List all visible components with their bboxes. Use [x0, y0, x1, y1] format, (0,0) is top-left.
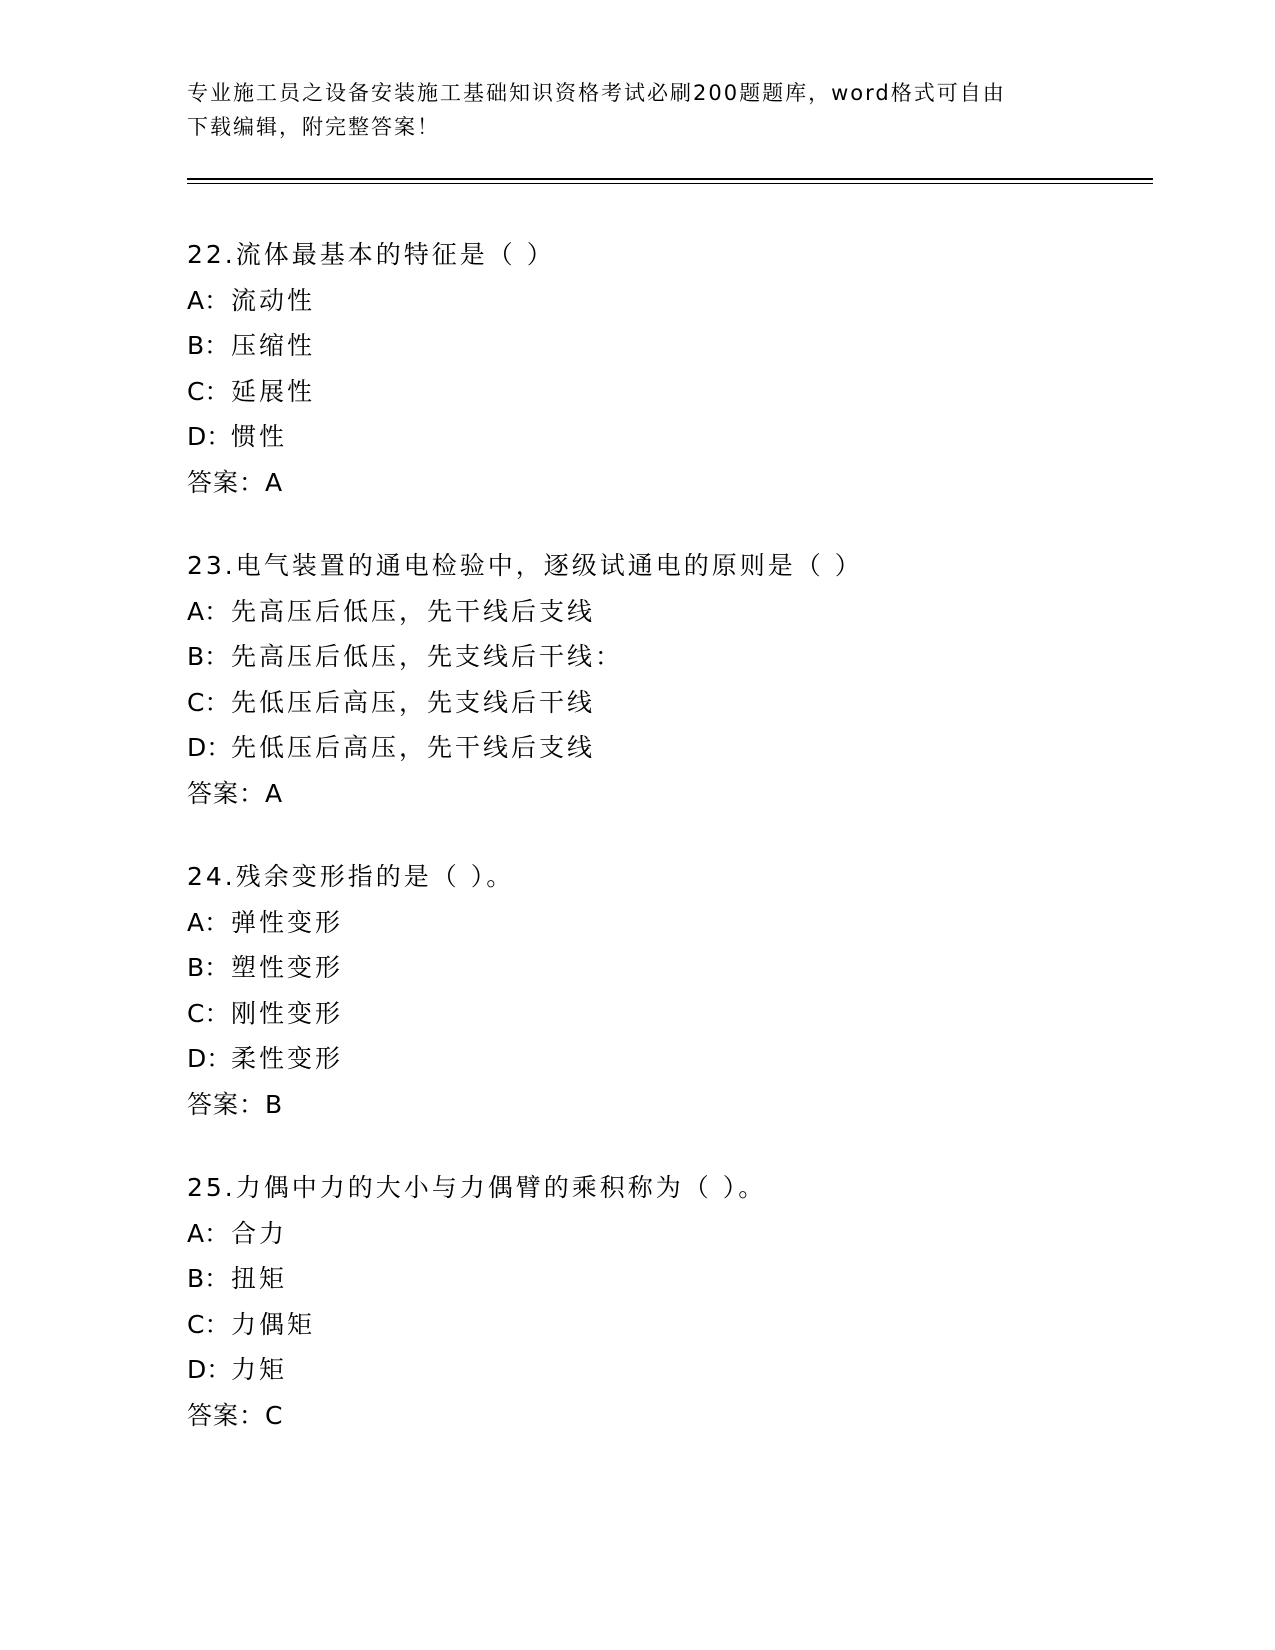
option-c	[187, 369, 1147, 415]
option-key: A：	[187, 907, 230, 937]
option-key: D：	[187, 733, 232, 762]
header-line-1: 专业施工员之设备安装施工基础知识资格考试必刷200题题库，word格式可自由	[187, 81, 1006, 105]
option-text: 先高压后低压，先支线后干线：	[231, 642, 624, 671]
option-text: 塑性变形	[231, 953, 344, 982]
option-key: D：	[187, 1044, 232, 1073]
option-a	[187, 900, 1147, 946]
question-stem: 23.电气装置的通电检验中，逐级试通电的原则是（ ）	[187, 551, 863, 580]
option-key: B：	[187, 953, 230, 982]
option-b	[187, 1256, 1147, 1302]
option-key: C：	[187, 687, 230, 717]
header-divider-thin	[187, 183, 1153, 184]
option-text: 力偶矩	[231, 1309, 316, 1339]
option-b	[187, 634, 1147, 680]
question-25	[187, 1165, 1147, 1438]
option-text: 先低压后高压，先支线后干线	[231, 687, 596, 717]
option-text: 先高压后低压，先干线后支线	[231, 596, 596, 626]
option-key: B：	[187, 331, 230, 360]
option-b	[187, 945, 1147, 991]
option-c	[187, 991, 1147, 1037]
question-list	[187, 232, 1147, 1476]
option-text: 刚性变形	[231, 998, 344, 1028]
option-key: B：	[187, 642, 230, 671]
question-stem: 25.力偶中力的大小与力偶臂的乘积称为（ ）。	[187, 1173, 767, 1202]
question-24	[187, 854, 1147, 1127]
option-key: D：	[187, 422, 232, 451]
option-text: 力矩	[231, 1355, 288, 1384]
option-text: 先低压后高压，先干线后支线	[231, 733, 596, 762]
option-key: D：	[187, 1355, 232, 1384]
option-d	[187, 414, 1147, 460]
option-d	[187, 725, 1147, 771]
answer-label: 答案：A	[187, 467, 284, 497]
question-22	[187, 232, 1147, 505]
option-text: 延展性	[231, 376, 316, 406]
option-text: 惯性	[231, 422, 288, 451]
answer-label: 答案：A	[187, 778, 284, 808]
option-text: 柔性变形	[231, 1044, 344, 1073]
option-text: 压缩性	[231, 331, 316, 360]
option-key: C：	[187, 998, 230, 1028]
option-key: B：	[187, 1264, 230, 1293]
option-key: C：	[187, 1309, 230, 1339]
question-23	[187, 543, 1147, 816]
question-stem: 24.残余变形指的是（ ）。	[187, 862, 515, 891]
option-text: 流动性	[231, 285, 316, 315]
option-text: 扭矩	[231, 1264, 288, 1293]
option-a	[187, 589, 1147, 635]
option-c	[187, 680, 1147, 726]
option-c	[187, 1302, 1147, 1348]
option-key: C：	[187, 376, 230, 406]
answer-label: 答案：B	[187, 1089, 284, 1119]
option-key: A：	[187, 1218, 230, 1248]
header-divider-thick	[187, 178, 1153, 180]
option-d	[187, 1036, 1147, 1082]
option-text: 合力	[231, 1218, 288, 1248]
option-key: A：	[187, 285, 230, 315]
question-stem: 22.流体最基本的特征是（ ）	[187, 240, 555, 269]
option-a	[187, 1211, 1147, 1257]
option-d	[187, 1347, 1147, 1393]
answer-label: 答案：C	[187, 1400, 284, 1430]
option-b	[187, 323, 1147, 369]
option-a	[187, 278, 1147, 324]
option-text: 弹性变形	[231, 907, 344, 937]
header-line-2: 下载编辑，附完整答案！	[187, 115, 440, 139]
document-header	[187, 76, 1067, 144]
option-key: A：	[187, 596, 230, 626]
